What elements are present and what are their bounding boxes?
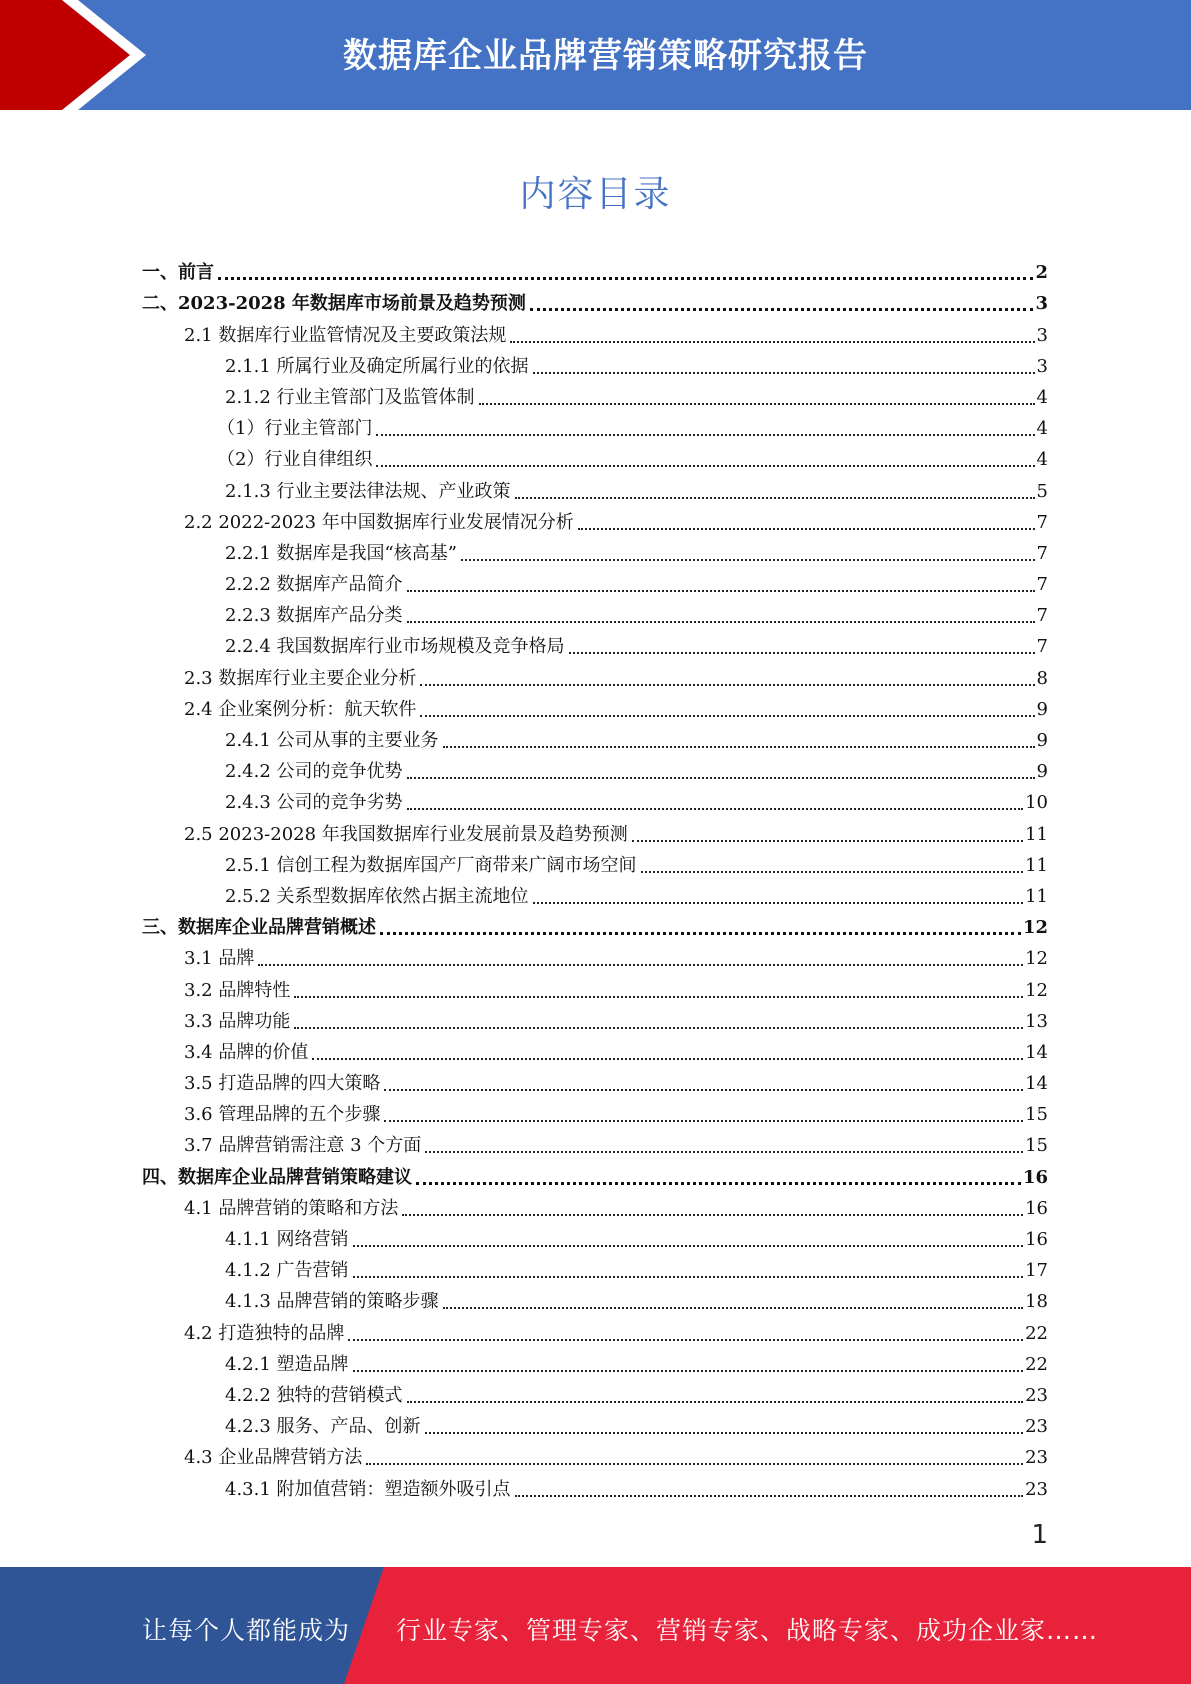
toc-entry-page: 15 [1025, 1104, 1048, 1126]
toc-entry[interactable] [142, 565, 1048, 596]
toc-entry[interactable] [142, 253, 1048, 284]
toc-dot-leader [425, 1150, 1023, 1153]
toc-entry[interactable] [142, 1033, 1048, 1064]
toc-entry-title: 二、2023-2028 年数据库市场前景及趋势预测 [142, 293, 526, 315]
toc-entry-title: 3.4 品牌的价值 [184, 1041, 309, 1063]
toc-entry-page: 16 [1025, 1197, 1048, 1219]
toc-entry-page: 3 [1036, 324, 1048, 346]
toc-entry-page: 11 [1025, 885, 1048, 907]
toc-entry-page: 5 [1036, 480, 1048, 502]
toc-entry-page: 23 [1025, 1384, 1048, 1406]
toc-entry-title: （1）行业主管部门 [217, 418, 373, 440]
toc-entry-page: 9 [1036, 761, 1048, 783]
toc-entry-title: 4.1.2 广告营销 [225, 1260, 349, 1282]
toc-entry[interactable] [142, 1407, 1048, 1438]
toc-entry-page: 16 [1025, 1229, 1048, 1250]
toc-entry-page: 9 [1036, 698, 1048, 720]
toc-entry[interactable] [142, 1220, 1048, 1251]
toc-entry-title: 4.2.3 服务、产品、创新 [225, 1416, 421, 1438]
toc-entry-title: 2.3 数据库行业主要企业分析 [184, 667, 417, 689]
toc-dot-leader [461, 558, 1035, 561]
toc-entry-title: 2.5.2 关系型数据库依然占据主流地位 [225, 885, 529, 907]
toc-entry-title: 2.1 数据库行业监管情况及主要政策法规 [184, 324, 507, 346]
toc-dot-leader [407, 776, 1035, 779]
toc-entry-title: 2.1.2 行业主管部门及监管体制 [225, 386, 475, 408]
toc-entry-title: 4.2.1 塑造品牌 [225, 1353, 349, 1375]
toc-entry-page: 3 [1035, 293, 1048, 315]
toc-entry-title: 4.1.3 品牌营销的策略步骤 [225, 1291, 439, 1313]
toc-dot-leader [258, 963, 1023, 966]
toc-dot-leader [443, 1306, 1024, 1309]
toc-entry-title: 2.2.1 数据库是我国“核高基” [225, 542, 457, 564]
toc-entry-title: 2.2.4 我国数据库行业市场规模及竞争格局 [225, 636, 565, 658]
toc-entry[interactable] [142, 752, 1048, 783]
toc-entry-page: 8 [1036, 667, 1048, 689]
toc-entry-title: 2.4.1 公司从事的主要业务 [225, 730, 439, 751]
toc-dot-leader [416, 1181, 1021, 1185]
toc-entry-page: 18 [1025, 1291, 1048, 1313]
toc-entry-page: 9 [1036, 730, 1048, 751]
toc-heading: 内容目录 [519, 174, 672, 215]
toc-dot-leader [533, 901, 1024, 904]
toc-dot-leader [420, 714, 1034, 717]
toc-entry[interactable] [142, 658, 1048, 689]
toc-entry-page: 4 [1036, 386, 1048, 408]
toc-dot-leader [294, 995, 1023, 998]
toc-entry[interactable] [142, 1251, 1048, 1282]
toc-entry-title: 4.3.1 附加值营销：塑造额外吸引点 [225, 1478, 511, 1500]
toc-entry-page: 13 [1025, 1010, 1048, 1032]
toc-entry[interactable] [142, 1345, 1048, 1376]
toc-entry[interactable] [142, 1189, 1048, 1220]
page-footer [0, 1567, 1191, 1684]
toc-entry-title: 2.1.1 所属行业及确定所属行业的依据 [225, 355, 529, 377]
toc-dot-leader [425, 1431, 1024, 1434]
toc-entry-title: 3.5 打造品牌的四大策略 [184, 1073, 381, 1095]
toc-entry[interactable] [142, 347, 1048, 378]
toc-entry-page: 7 [1036, 636, 1048, 658]
toc-entry[interactable] [142, 939, 1048, 970]
toc-dot-leader [384, 1119, 1023, 1122]
toc-entry-page: 7 [1036, 605, 1048, 627]
toc-dot-leader [578, 527, 1035, 530]
toc-entry[interactable] [142, 1282, 1048, 1313]
toc-entry-title: 2.2.3 数据库产品分类 [225, 605, 403, 627]
toc-dot-leader [510, 340, 1034, 343]
toc-entry-title: 一、前言 [142, 262, 214, 284]
toc-entry-title: （2）行业自律组织 [217, 449, 373, 471]
toc-entry[interactable] [142, 690, 1048, 721]
toc-entry[interactable] [142, 1126, 1048, 1157]
toc-entry[interactable] [142, 596, 1048, 627]
toc-entry-page: 17 [1025, 1260, 1048, 1282]
toc-entry-title: 2.1.3 行业主要法律法规、产业政策 [225, 480, 511, 502]
toc-dot-leader [380, 931, 1021, 935]
toc-entry-page: 12 [1025, 948, 1048, 970]
footer-slogan-right: 行业专家、管理专家、营销专家、战略专家、成功企业家…… [396, 1616, 1099, 1645]
page-header [0, 0, 1191, 110]
toc-dot-leader [348, 1338, 1023, 1341]
toc-entry[interactable] [142, 721, 1048, 752]
toc-entry[interactable] [142, 378, 1048, 409]
toc-entry[interactable] [142, 1157, 1048, 1188]
toc-entry-title: 4.1 品牌营销的策略和方法 [184, 1197, 399, 1219]
page-number: 1 [1031, 1520, 1048, 1550]
toc-dot-leader [533, 371, 1035, 374]
toc-dot-leader [407, 807, 1024, 810]
toc-entry-page: 11 [1025, 854, 1048, 876]
toc-dot-leader [218, 276, 1033, 280]
toc-entry-page: 12 [1025, 979, 1048, 1001]
toc-entry[interactable] [142, 315, 1048, 346]
toc-entry[interactable] [142, 627, 1048, 658]
toc-entry-page: 2 [1035, 262, 1048, 284]
toc-entry[interactable] [142, 1095, 1048, 1126]
toc-entry-page: 22 [1025, 1322, 1048, 1344]
toc-entry-page: 11 [1025, 823, 1048, 845]
toc-dot-leader [312, 1057, 1023, 1060]
toc-entry-page: 7 [1036, 574, 1048, 596]
toc-dot-leader [443, 745, 1035, 748]
toc-entry[interactable] [142, 440, 1048, 471]
toc-entry[interactable] [142, 970, 1048, 1001]
toc-entry-title: 2.5.1 信创工程为数据库国产厂商带来广阔市场空间 [225, 854, 637, 876]
toc-dot-leader [479, 402, 1035, 405]
toc-entry-page: 7 [1036, 542, 1048, 564]
toc-entry-title: 2.4.3 公司的竞争劣势 [225, 792, 403, 814]
toc-dot-leader [353, 1369, 1024, 1372]
toc-entry-page: 10 [1025, 792, 1048, 814]
toc-dot-leader [632, 839, 1023, 842]
toc-dot-leader [407, 1400, 1024, 1403]
toc-dot-leader [515, 496, 1035, 499]
toc-entry[interactable] [142, 284, 1048, 315]
toc-entry-page: 14 [1025, 1041, 1048, 1063]
toc-entry-title: 3.6 管理品牌的五个步骤 [184, 1104, 381, 1126]
toc-entry-title: 三、数据库企业品牌营销概述 [142, 917, 376, 939]
toc-entry-page: 12 [1022, 917, 1048, 939]
toc-dot-leader [402, 1213, 1023, 1216]
toc-entry-page: 23 [1025, 1416, 1048, 1438]
toc-entry[interactable] [142, 471, 1048, 502]
toc-entry-page: 14 [1025, 1073, 1048, 1095]
toc-entry-title: 4.1.1 网络营销 [225, 1229, 349, 1250]
toc-entry[interactable] [142, 503, 1048, 534]
toc-dot-leader [376, 464, 1034, 467]
toc-dot-leader [407, 589, 1035, 592]
toc-entry[interactable] [142, 783, 1048, 814]
toc-dot-leader [407, 620, 1035, 623]
toc-entry[interactable] [142, 1064, 1048, 1095]
toc-dot-leader [384, 1088, 1023, 1091]
toc-entry[interactable] [142, 1469, 1048, 1500]
table-of-contents [142, 253, 1048, 1501]
toc-entry-title: 3.3 品牌功能 [184, 1010, 291, 1032]
toc-entry[interactable] [142, 1376, 1048, 1407]
toc-entry[interactable] [142, 1438, 1048, 1469]
toc-entry-page: 16 [1022, 1166, 1048, 1188]
toc-entry[interactable] [142, 1313, 1048, 1344]
toc-entry-title: 2.4.2 公司的竞争优势 [225, 761, 403, 783]
report-title: 数据库企业品牌营销策略研究报告 [343, 36, 868, 76]
toc-entry-title: 2.2 2022-2023 年中国数据库行业发展情况分析 [184, 511, 574, 533]
toc-entry-title: 4.3 企业品牌营销方法 [184, 1447, 363, 1469]
toc-entry[interactable] [142, 1002, 1048, 1033]
toc-entry[interactable] [142, 846, 1048, 877]
toc-entry-title: 3.1 品牌 [184, 948, 255, 970]
toc-entry-title: 四、数据库企业品牌营销策略建议 [142, 1166, 412, 1188]
toc-entry-title: 2.5 2023-2028 年我国数据库行业发展前景及趋势预测 [184, 823, 628, 845]
footer-slogan-left: 让每个人都能成为 [142, 1616, 351, 1645]
toc-dot-leader [353, 1275, 1024, 1278]
toc-entry-page: 4 [1036, 449, 1048, 471]
toc-entry[interactable] [142, 814, 1048, 845]
toc-dot-leader [420, 683, 1034, 686]
toc-entry-page: 15 [1025, 1135, 1048, 1157]
toc-entry-page: 3 [1036, 355, 1048, 377]
toc-entry-title: 2.2.2 数据库产品简介 [225, 574, 403, 596]
toc-entry[interactable] [142, 908, 1048, 939]
toc-entry-title: 2.4 企业案例分析：航天软件 [184, 698, 417, 720]
toc-dot-leader [515, 1494, 1024, 1497]
toc-dot-leader [366, 1462, 1023, 1465]
toc-entry-page: 7 [1036, 511, 1048, 533]
toc-dot-leader [376, 433, 1034, 436]
toc-entry-title: 3.7 品牌营销需注意 3 个方面 [184, 1135, 422, 1157]
toc-entry-page: 23 [1025, 1478, 1048, 1500]
toc-entry-page: 22 [1025, 1353, 1048, 1375]
toc-entry-page: 23 [1025, 1447, 1048, 1469]
toc-entry-title: 4.2 打造独特的品牌 [184, 1322, 345, 1344]
toc-entry[interactable] [142, 409, 1048, 440]
toc-entry-title: 3.2 品牌特性 [184, 979, 291, 1001]
toc-dot-leader [569, 651, 1035, 654]
toc-dot-leader [294, 1026, 1023, 1029]
toc-entry[interactable] [142, 534, 1048, 565]
toc-entry[interactable] [142, 877, 1048, 908]
toc-entry-page: 4 [1036, 418, 1048, 440]
toc-dot-leader [530, 307, 1034, 311]
toc-dot-leader [641, 870, 1024, 873]
toc-dot-leader [353, 1244, 1024, 1247]
toc-entry-title: 4.2.2 独特的营销模式 [225, 1384, 403, 1406]
